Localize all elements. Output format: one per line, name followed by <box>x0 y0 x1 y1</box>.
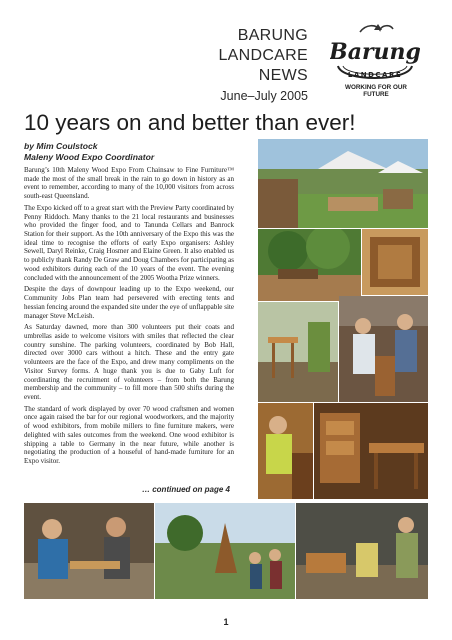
masthead-barung: BARUNG <box>237 27 308 44</box>
woodworking-demo-photo <box>24 503 154 599</box>
article-paragraph: The standard of work displayed by over 70 wood craftsmen and women once again raised the bar for our regional woodworkers, and the majority of wood exhibitors, from mobile millers to fine furniture makers, were delighted with sales outcomes from the weekend. One wood exhibitor is shipping a table to Germany in the near future, while another is negotiating the production of a houseful of hand-made furniture for an Expo visitor. <box>24 404 234 465</box>
stool-display-photo <box>258 302 338 402</box>
logo-tagline: WORKING FOR OUR FUTURE <box>345 84 407 98</box>
masthead-news: NEWS <box>258 67 308 84</box>
logo-mark-icon <box>330 22 420 84</box>
masthead-landcare: LANDCARE <box>218 47 308 64</box>
barung-landcare-logo <box>330 22 420 100</box>
headline: 10 years on and better than ever! <box>24 110 356 135</box>
article-paragraph: The Expo kicked off to a great start with the Preview Party coordinated by Penny Riddoch. Many thanks to the 21 local restaurants and businesses who provided the finger food, and to Tanunda Cellars and Banrock Station for their support. As the 10th anniversary of the Expo this was the ideal time to recognise the efforts of early Expo organisers: Ashley Sewell, Daryl Reinke, Craig Hosmer and Elaine Green. It also enabled us to publicly thank Randy De Graw and Doug Chambers for participating as wood exhibitors during each of the 10 years of the event. The evening concluded with the announcement of the 2005 Wootha Prize winners. <box>24 203 234 282</box>
article-paragraph: Despite the days of downpour leading up to the Expo weekend, our Community Jobs Plan team had persevered with erecting tents and hessian fencing around the expanded site under the eye of unflappable site manager Steve McLeish. <box>24 285 234 320</box>
article-body <box>24 166 234 469</box>
wood-carving-photo <box>362 229 428 295</box>
svg-text:LANDCARE: LANDCARE <box>347 71 403 79</box>
page-number: 1 <box>223 617 229 627</box>
byline-role: Maleny Wood Expo Coordinator <box>24 152 155 162</box>
visitors-browsing-photo <box>339 296 428 402</box>
woman-at-stall-photo <box>258 403 313 499</box>
continued-note: … continued on page 4 <box>142 485 231 494</box>
svg-text:Barung: Barung <box>330 39 420 65</box>
issue-date: June–July 2005 <box>220 89 308 103</box>
article-paragraph: Barung’s 10th Maleny Wood Expo From Chainsaw to Fine Furniture™ made the most of the small break in the rain to go down in history as an event to remember, according to many of the 10,000 visitors from across south-east Queensland. <box>24 166 234 201</box>
article-paragraph: As Saturday dawned, more than 300 volunteers put their coats and umbrellas aside to welcome visitors with smiles that reflected the clear country sunshine. The parking volunteers, coordinated by Bob Hall, directed over 3000 cars without a hitch. These and the entry gate volunteers are the face of the Expo, and drew many compliments on the Visitor Survey forms. A huge thank you is due to Gaby Luft for coordinating the recruitment of volunteers – from both the Barung membership and the community – to fill more than 500 shifts during the event. <box>24 323 234 401</box>
expo-site-photo <box>258 139 428 228</box>
byline <box>24 141 154 163</box>
masthead <box>218 26 308 104</box>
fine-furniture-photo <box>314 403 428 499</box>
sculpture-crowd-photo <box>155 503 295 599</box>
byline-author: by Mim Coulstock <box>24 141 98 151</box>
furniture-hall-photo <box>296 503 428 599</box>
garden-display-photo <box>258 229 361 301</box>
